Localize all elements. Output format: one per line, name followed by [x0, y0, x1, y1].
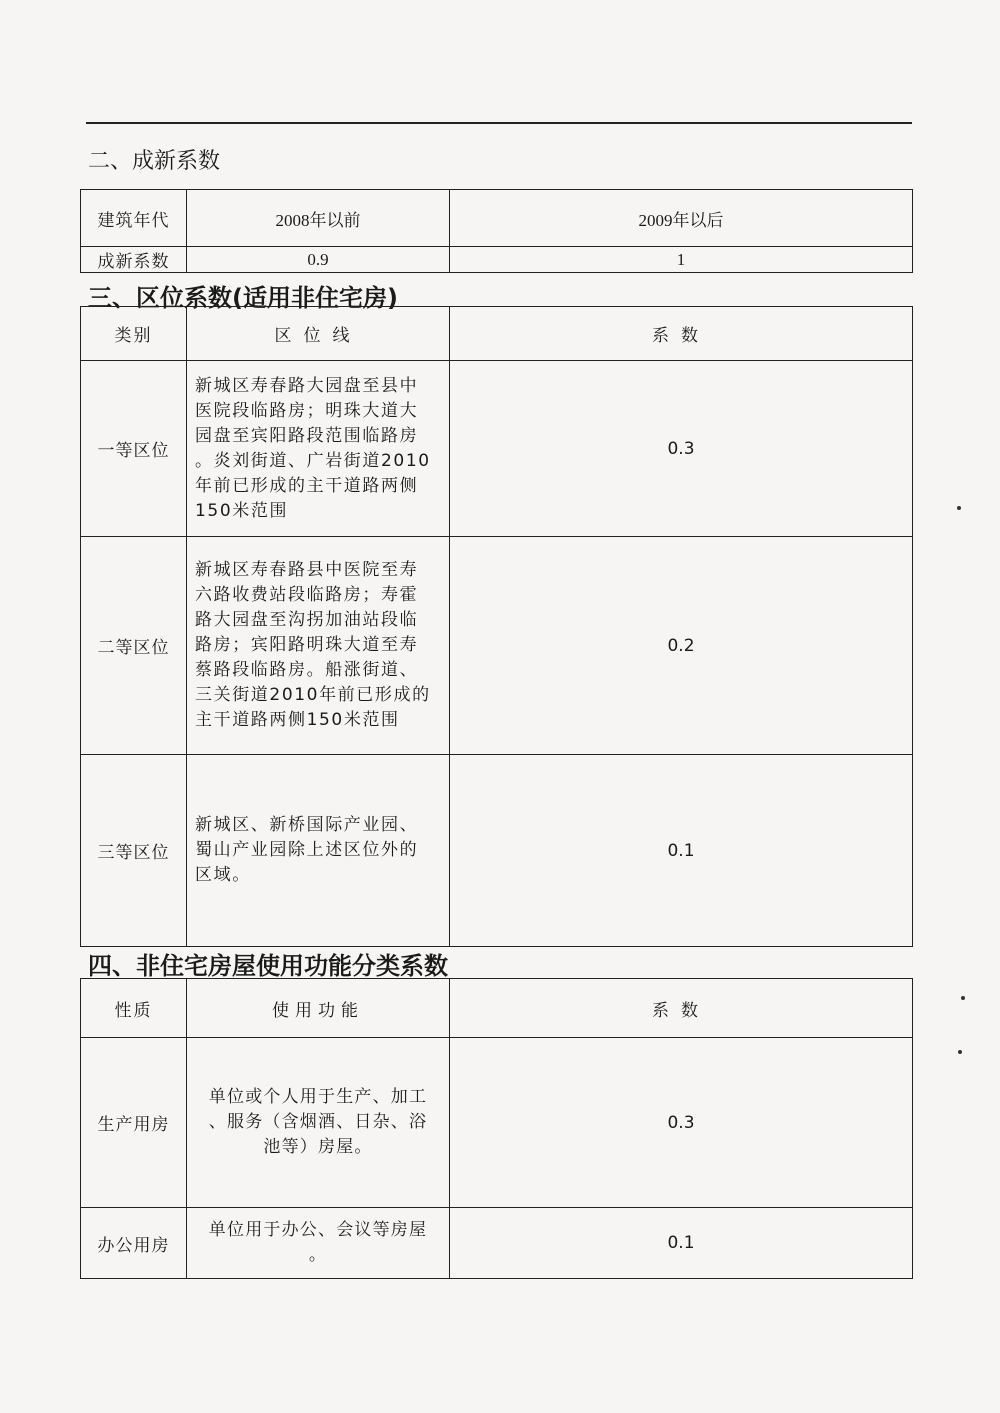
- nature-office: 办公用房: [81, 1208, 187, 1279]
- coef-third-class: 0.1: [450, 755, 913, 947]
- table-row: [81, 1038, 913, 1208]
- location-table: [80, 306, 913, 947]
- table-row: [81, 979, 913, 1038]
- header-rule: [86, 122, 912, 124]
- year-before-2008: 2008年以前: [187, 190, 450, 247]
- coef-production: 0.3: [450, 1038, 913, 1208]
- table-row: [81, 247, 913, 273]
- nature-production: 生产用房: [81, 1038, 187, 1208]
- header-usage-coefficient: 系数: [450, 979, 913, 1038]
- table-row: [81, 755, 913, 947]
- location-line-second: 新城区寿春路县中医院至寿 六路收费站段临路房；寿霍 路大园盘至沟拐加油站段临 路房；宾阳路明珠大道至寿 蔡路段临路房。船涨街道、 三关街道2010年前已形成的 主干道路两侧150米范围: [187, 537, 450, 755]
- header-category: 类别: [81, 307, 187, 361]
- depreciation-value-2: 1: [450, 247, 913, 273]
- category-third-class: 三等区位: [81, 755, 187, 947]
- location-line-third: 新城区、新桥国际产业园、 蜀山产业园除上述区位外的 区域。: [187, 755, 450, 947]
- scan-speck: [958, 1050, 962, 1054]
- section-heading-location: 三、区位系数(适用非住宅房): [88, 284, 398, 312]
- category-second-class: 二等区位: [81, 537, 187, 755]
- function-production: 单位或个人用于生产、加工 、服务（含烟酒、日杂、浴 池等）房屋。: [187, 1038, 450, 1208]
- coef-office: 0.1: [450, 1208, 913, 1279]
- usage-table: [80, 978, 913, 1279]
- year-after-2009: 2009年以后: [450, 190, 913, 247]
- coef-second-class: 0.2: [450, 537, 913, 755]
- table-row: [81, 537, 913, 755]
- scan-speck: [961, 996, 965, 1000]
- depreciation-table: [80, 189, 913, 273]
- table-row: [81, 190, 913, 247]
- section-heading-depreciation: 二、成新系数: [88, 149, 221, 174]
- header-location-line: 区位线: [187, 307, 450, 361]
- category-first-class: 一等区位: [81, 361, 187, 537]
- depreciation-value-1: 0.9: [187, 247, 450, 273]
- header-function: 使用功能: [187, 979, 450, 1038]
- section-heading-usage: 四、非住宅房屋使用功能分类系数: [88, 952, 448, 980]
- function-office: 单位用于办公、会议等房屋 。: [187, 1208, 450, 1279]
- header-nature: 性质: [81, 979, 187, 1038]
- coef-first-class: 0.3: [450, 361, 913, 537]
- header-coefficient: 系数: [450, 307, 913, 361]
- table-row: [81, 361, 913, 537]
- scan-speck: [957, 506, 961, 510]
- table-row: [81, 1208, 913, 1279]
- location-line-first: 新城区寿春路大园盘至县中 医院段临路房；明珠大道大 园盘至宾阳路段范围临路房 。炎刘街道、广岩街道2010 年前已形成的主干道路两侧 150米范围: [187, 361, 450, 537]
- table-row: [81, 307, 913, 361]
- depreciation-label: 成新系数: [81, 247, 187, 273]
- build-year-label: 建筑年代: [81, 190, 187, 247]
